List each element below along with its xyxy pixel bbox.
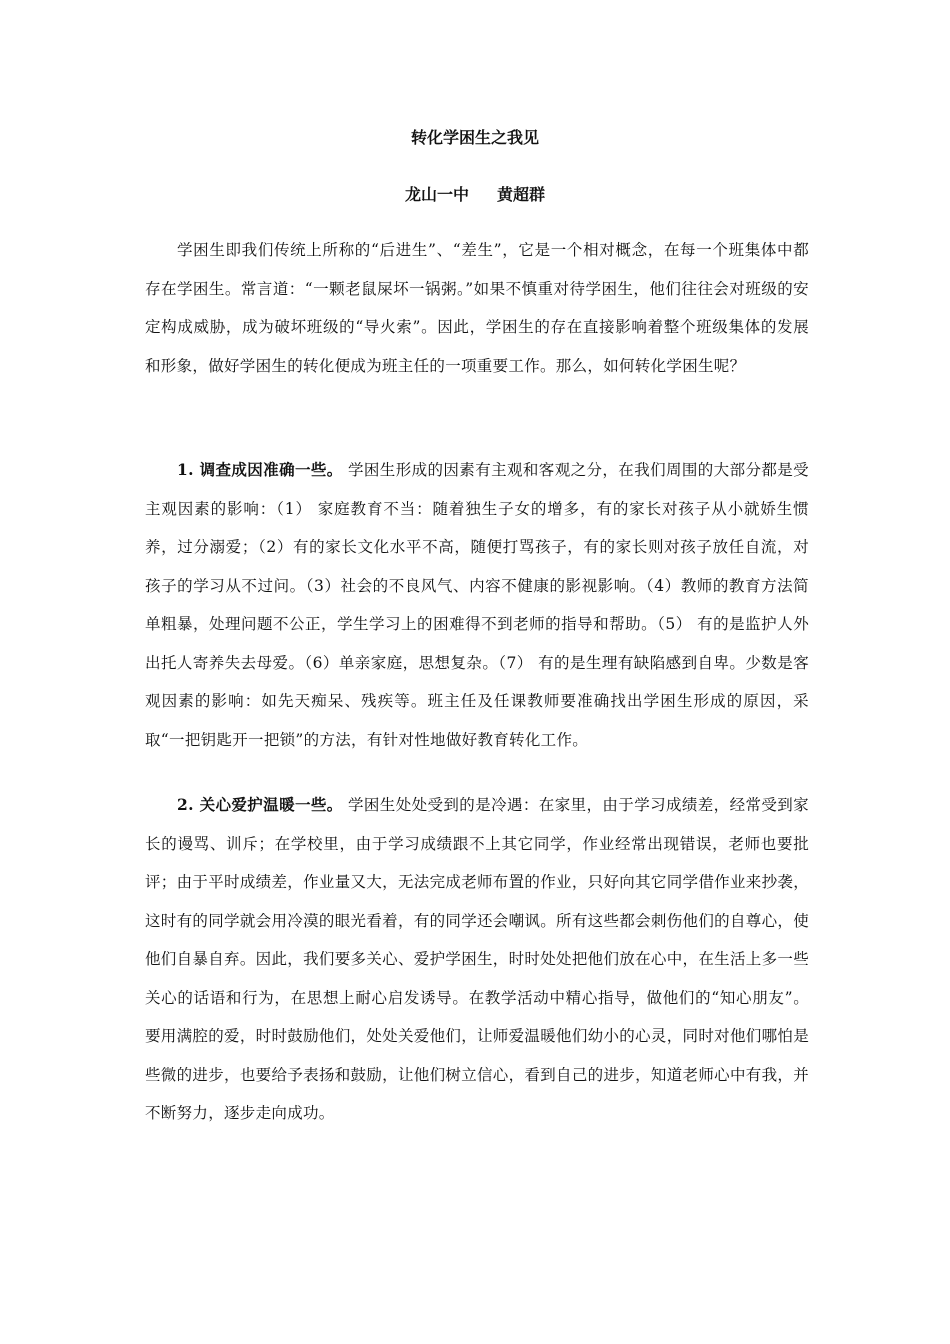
section-1-heading: 1. 调查成因准确一些。 (177, 460, 343, 479)
section-2-text: 学困生处处受到的是冷遇：在家里，由于学习成绩差，经常受到家长的谩骂、训斥；在学校里，由于学习成绩跟不上其它同学，作业经常出现错误，老师也要批评；由于平时成绩差，作业量又大，无法完成老师布置的作业，只好向其它同学借作业来抄袭，这时有的同学就会用冷漠的眼光看着，有的同学还会嘲讽。所有这些都会刺伤他们的自尊心，使他们自暴自弃。因此，我们要多关心、爱护学困生，时时处处把他们放在心中，在生活上多一些关心的话语和行为，在思想上耐心启发诱导。在教学活动中精心指导，做他们的“知心朋友”。要用满腔的爱，时时鼓励他们，处处关爱他们，让师爱温暖他们幼小的心灵，同时对他们哪怕是些微的进步，也要给予表扬和鼓励，让他们树立信心，看到自己的进步，知道老师心中有我，并不断努力，逐步走向成功。 (145, 796, 809, 1122)
author-school: 龙山一中 (404, 185, 469, 204)
section-1-paragraph (145, 451, 809, 759)
author-line (0, 185, 950, 205)
section-2-heading: 2. 关心爱护温暖一些。 (177, 795, 343, 814)
section-2-paragraph (145, 786, 809, 1133)
intro-paragraph (145, 231, 809, 385)
author-name: 黄超群 (497, 185, 546, 204)
intro-paragraph-text: 学困生即我们传统上所称的“后进生”、“差生”，它是一个相对概念，在每一个班集体中都存在学困生。常言道：“一颗老鼠屎坏一锅粥。”如果不慎重对待学困生，他们往往会对班级的安定构成威胁，成为破坏班级的“导火索”。因此，学困生的存在直接影响着整个班级集体的发展和形象，做好学困生的转化便成为班主任的一项重要工作。那么，如何转化学困生呢？ (145, 241, 809, 375)
section-1-text: 学困生形成的因素有主观和客观之分，在我们周围的大部分都是受主观因素的影响：（1） 家庭教育不当：随着独生子女的增多，有的家长对孩子从小就娇生惯养，过分溺爱；（2）有的家长文化水平不高，随便打骂孩子，有的家长则对孩子放任自流，对孩子的学习从不过问。（3）社会的不良风气、内容不健康的影视影响。（4）教师的教育方法简单粗暴，处理问题不公正，学生学习上的困难得不到老师的指导和帮助。（5） 有的是监护人外出托人寄养失去母爱。（6）单亲家庭，思想复杂。（7） 有的是生理有缺陷感到自卑。少数是客观因素的影响：如先天痴呆、残疾等。班主任及任课教师要准确找出学困生形成的原因，采取“一把钥匙开一把锁”的方法，有针对性地做好教育转化工作。 (145, 461, 809, 749)
document-title: 转化学困生之我见 (410, 128, 539, 147)
